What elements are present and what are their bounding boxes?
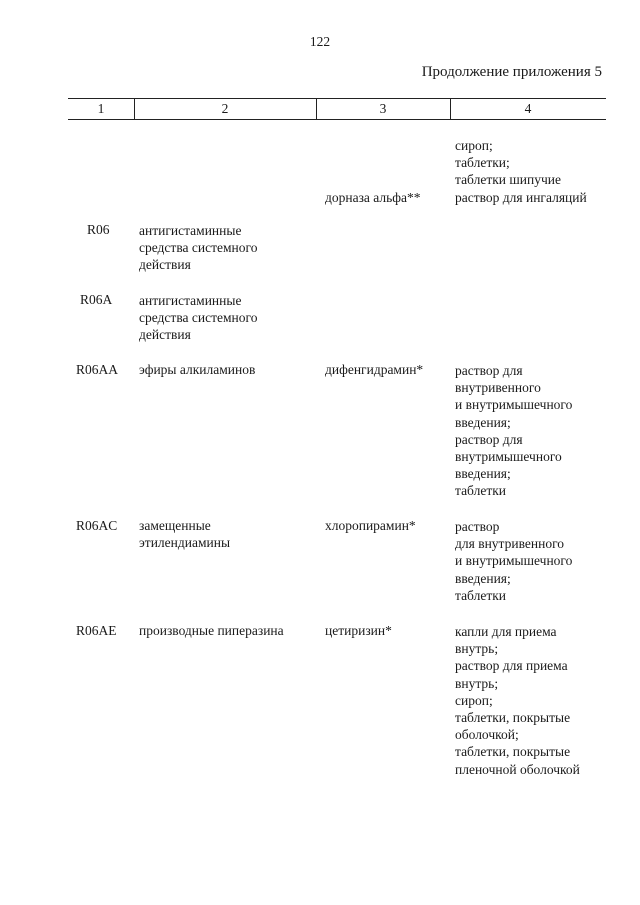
atc-code-cell: R06AC	[76, 518, 118, 533]
table-header-3: 3	[379, 101, 387, 116]
group-name-cell: производные пиперазина	[139, 623, 284, 638]
group-name-cell: антигистаминные средства системного действия	[139, 223, 258, 273]
dosage-forms-cell: раствор для ингаляций	[455, 190, 587, 205]
drug-name-cell: дифенгидрамин*	[325, 362, 424, 377]
drug-name-cell: хлоропирамин*	[325, 518, 416, 533]
table-header-1: 1	[97, 101, 105, 116]
atc-code-cell: R06AA	[76, 362, 119, 377]
page-number: 122	[309, 34, 331, 49]
atc-code-cell: R06A	[80, 292, 113, 307]
group-name-cell: антигистаминные средства системного действия	[139, 293, 258, 343]
dosage-forms-cell: сироп; таблетки; таблетки шипучие	[455, 138, 561, 188]
dosage-forms-cell: капли для приема внутрь; раствор для приема внутрь; сироп; таблетки, покрытые оболочкой; таблетки, покрытые пленочной оболочкой	[455, 624, 580, 777]
drug-name-cell: цетиризин*	[325, 623, 392, 638]
atc-code-cell: R06	[87, 222, 110, 237]
group-name-cell: эфиры алкиламинов	[139, 362, 256, 377]
dosage-forms-cell: раствор для внутривенного и внутримышечного введения; раствор для внутримышечного введения; таблетки	[455, 363, 573, 499]
table-header-4: 4	[524, 101, 532, 116]
group-name-cell: замещенные этилендиамины	[139, 518, 231, 551]
table-header-row	[68, 98, 606, 120]
table-header-2: 2	[221, 101, 229, 116]
appendix-continuation-title: Продолжение приложения 5	[421, 64, 602, 80]
drug-name-cell: дорназа альфа**	[325, 190, 421, 205]
dosage-forms-cell: раствор для внутривенного и внутримышечного введения; таблетки	[455, 519, 573, 603]
atc-code-cell: R06AE	[76, 623, 117, 638]
